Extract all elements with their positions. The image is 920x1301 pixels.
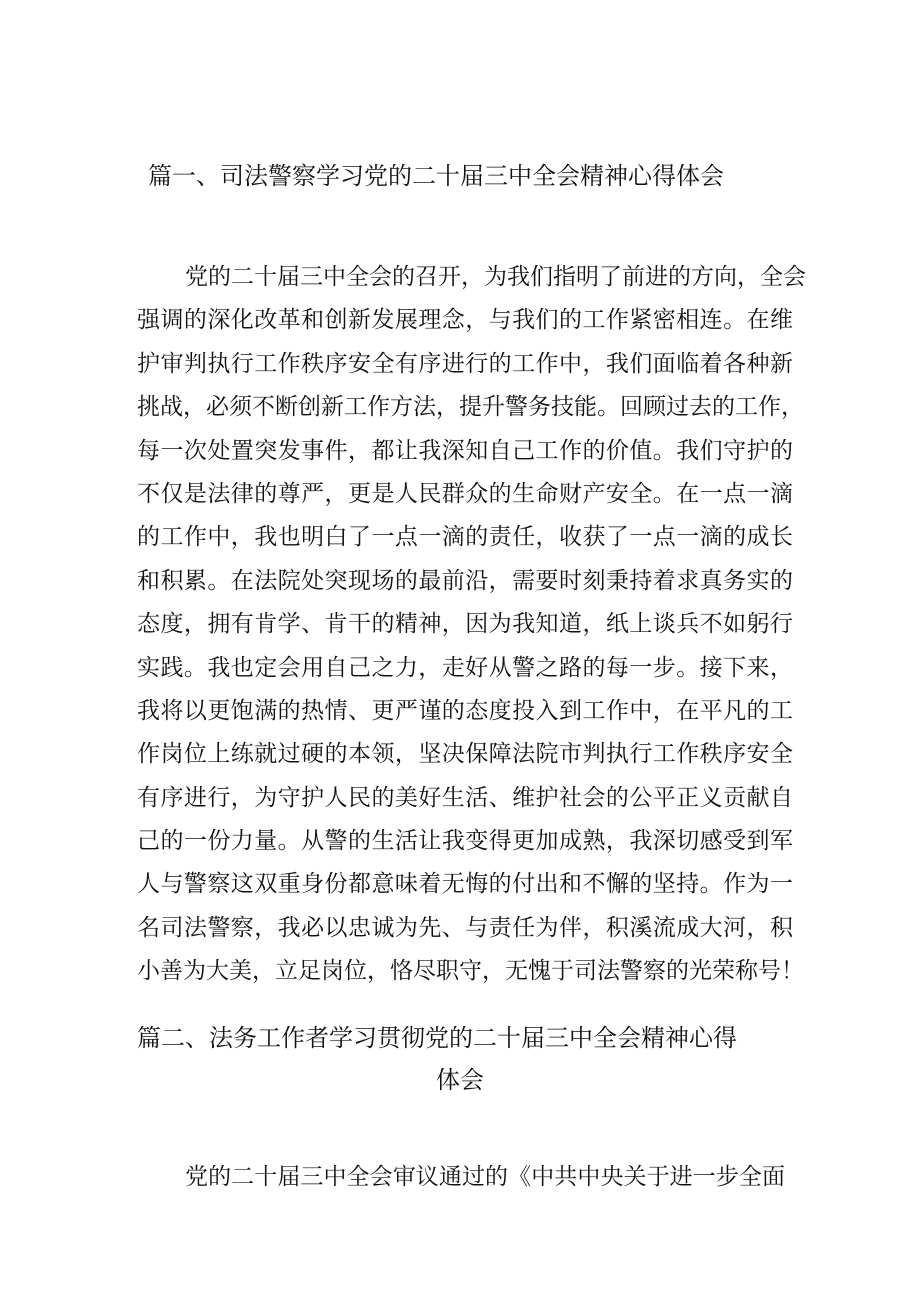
section2-title-line1: 篇二、法务工作者学习贯彻党的二十届三中全会精神心得	[137, 1024, 737, 1052]
paragraph-line: 党的二十届三中全会的召开，为我们指明了前进的方向，全会	[185, 264, 806, 290]
paragraph-line: 每一次处置突发事件，都让我深知自己工作的价值。我们守护的	[137, 437, 793, 464]
paragraph-line: 挑战，必须不断创新工作方法，提升警务技能。回顾过去的工作，	[137, 394, 804, 421]
paragraph-line: 的工作中，我也明白了一点一滴的责任，收获了一点一滴的成长	[137, 524, 793, 551]
paragraph-line: 有序进行，为守护人民的美好生活、维护社会的公平正义贡献自	[137, 784, 793, 811]
paragraph-line: 态度，拥有肯学、肯干的精神，因为我知道，纸上谈兵不如躬行	[137, 611, 793, 638]
paragraph-line: 小善为大美，立足岗位，恪尽职守，无愧于司法警察的光荣称号！	[137, 958, 804, 985]
paragraph-line: 名司法警察，我必以忠诚为先、与责任为伴，积溪流成大河，积	[137, 914, 793, 941]
section2-paragraph	[137, 1156, 785, 1199]
section1-title: 篇一、司法警察学习党的二十届三中全会精神心得体会	[148, 162, 724, 190]
paragraph-line: 我将以更饱满的热情、更严谨的态度投入到工作中，在平凡的工	[137, 697, 793, 724]
paragraph-line: 己的一份力量。从警的生活让我变得更加成熟，我深切感受到军	[137, 828, 793, 855]
paragraph-line: 和积累。在法院处突现场的最前沿，需要时刻秉持着求真务实的	[137, 567, 793, 594]
paragraph-line: 党的二十届三中全会审议通过的《中共中央关于进一步全面	[185, 1164, 785, 1190]
paragraph-line: 实践。我也定会用自己之力，走好从警之路的每一步。接下来，	[137, 654, 793, 681]
paragraph-line: 作岗位上练就过硬的本领，坚决保障法院市判执行工作秩序安全	[137, 741, 793, 768]
paragraph-line: 人与警察这双重身份都意味着无悔的付出和不懈的坚持。作为一	[137, 871, 793, 898]
paragraph-line: 不仅是法律的尊严，更是人民群众的生命财产安全。在一点一滴	[137, 480, 793, 507]
paragraph-line: 护审判执行工作秩序安全有序进行的工作中，我们面临着各种新	[137, 350, 793, 377]
section1-paragraph	[137, 256, 806, 994]
section2-title-line2: 体会	[436, 1066, 484, 1094]
paragraph-line: 强调的深化改革和创新发展理念，与我们的工作紧密相连。在维	[137, 307, 793, 334]
